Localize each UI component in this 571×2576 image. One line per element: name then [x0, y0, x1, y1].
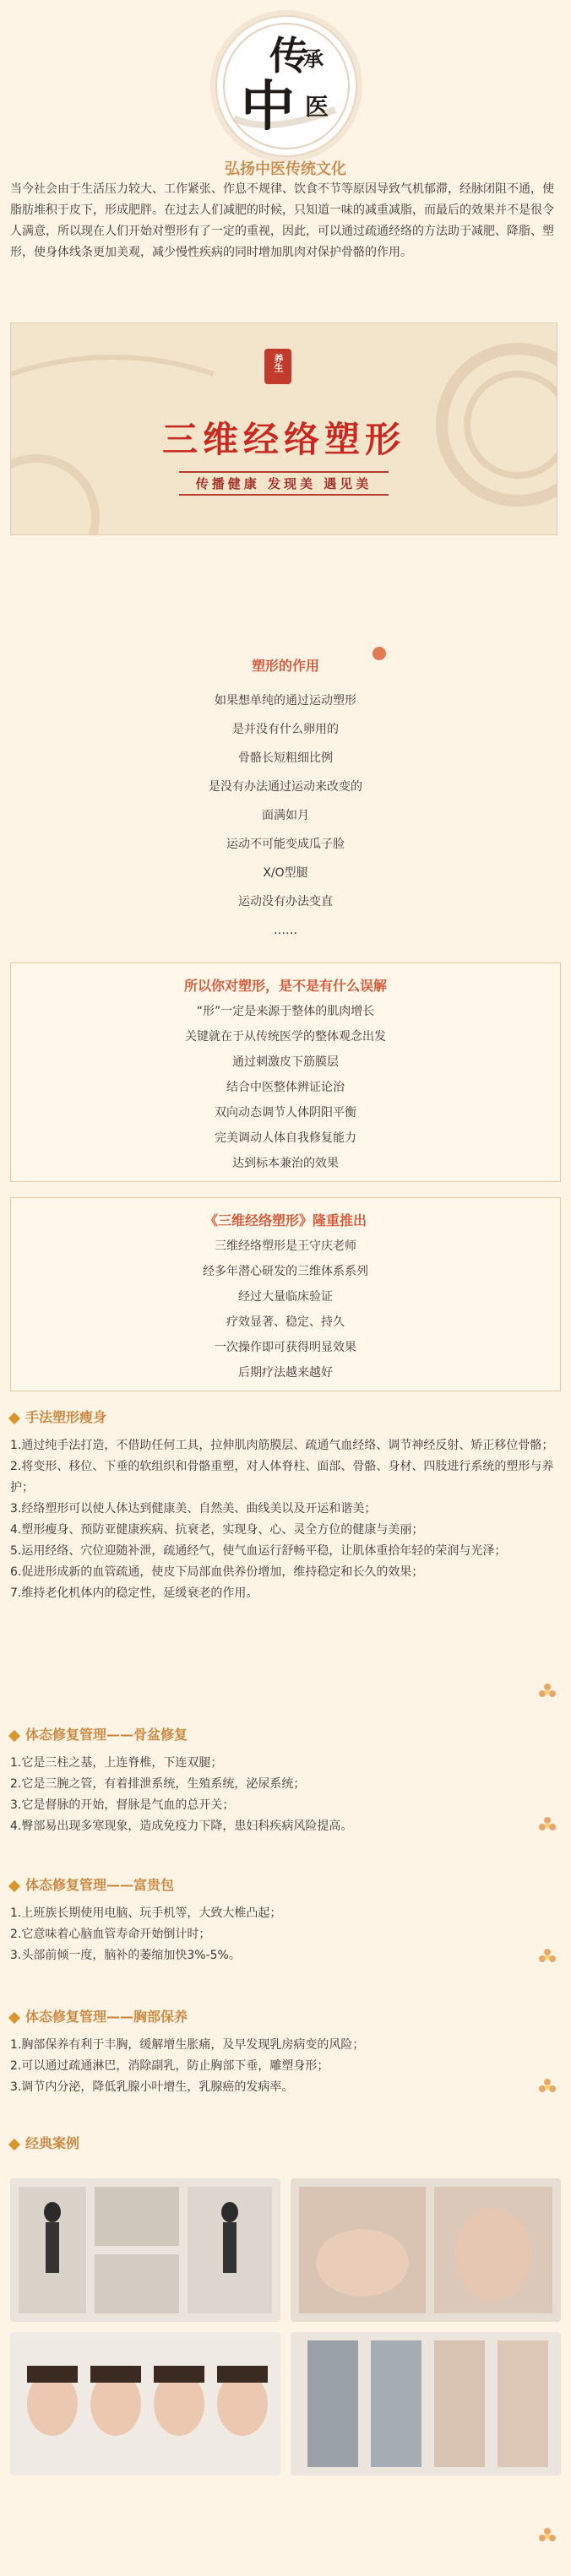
brand-slogan: 弘扬中医传统文化: [225, 160, 346, 178]
misunderstanding-title: 所以你对塑形，是不是有什么误解: [183, 978, 387, 994]
launch-line: 经过大量临床验证: [238, 1290, 333, 1304]
manual-item: 2.将变形、移位、下垂的软组织和骨骼重塑，对人体脊柱、面部、骨骼、身材、四肢进行系统的塑形与养护；: [10, 1460, 554, 1494]
banner-seal-icon: [264, 349, 291, 384]
bone-item: 1.它是三柱之基，上连脊椎，下连双腿；: [10, 1756, 223, 1770]
neck-heading: [10, 1873, 561, 1898]
misunderstanding-box: [10, 963, 561, 1182]
neck-item: 2.它意味着心脑血管寿命开始倒计时；: [10, 1928, 211, 1941]
cases-title: 经典案例: [25, 2135, 80, 2151]
manual-item: 1.通过纯手法打造，不借助任何工具，拉伸肌肉筋膜层、疏通气血经络、调节神经反射、矫正移位骨骼；: [10, 1439, 554, 1452]
bone-item: 2.它是三腕之管，有着排泄系统，生殖系统，泌尿系统；: [10, 1777, 306, 1791]
case-photo-face: [10, 2332, 280, 2476]
effect-line: X/O型腿: [263, 866, 308, 880]
chest-item: 2.可以通过疏通淋巴，消除副乳，防止胸部下垂，雕塑身形；: [10, 2059, 329, 2073]
misunderstanding-line: 双向动态调节人体阴阳平衡: [215, 1106, 356, 1120]
misunderstanding-line: “形”一定是来源于整体的肌肉增长: [196, 1005, 375, 1018]
diamond-icon: [8, 1729, 20, 1741]
misunderstanding-line: 通过刺激皮下筋膜层: [232, 1055, 339, 1069]
banner-seal-text: 养生: [273, 354, 284, 372]
neck-section: [10, 1873, 561, 1966]
bone-section: [10, 1722, 561, 1837]
chest-item: 1.胸部保养有利于丰胸，缓解增生胀痛，及早发现乳房病变的风险；: [10, 2038, 365, 2052]
effect-line: 运动不可能变成瓜子脸: [226, 838, 345, 851]
misunderstanding-line: 关键就在于从传统医学的整体观念出发: [185, 1030, 386, 1044]
misunderstanding-line: 完美调动人体自我修复能力: [215, 1131, 356, 1145]
effect-title: 塑形的作用: [251, 658, 319, 674]
manual-heading: [10, 1405, 561, 1430]
flower-icon: [536, 1680, 559, 1704]
manual-title: 手法塑形瘦身: [25, 1409, 107, 1425]
manual-section: [10, 1405, 561, 1604]
chest-item: 3.调节内分泌，降低乳腺小叶增生，乳腺癌的发病率。: [10, 2080, 294, 2094]
effect-line: ……: [274, 924, 297, 937]
effect-line: 面满如月: [262, 809, 309, 822]
launch-line: 一次操作即可获得明显效果: [215, 1341, 356, 1354]
hero-banner: [10, 323, 557, 535]
chest-title: 体态修复管理——胸部保养: [25, 2009, 188, 2025]
diamond-icon: [8, 2138, 20, 2150]
launch-title: 《三维经络塑形》隆重推出: [204, 1212, 367, 1228]
cases-section: [10, 2131, 561, 2156]
bone-heading: [10, 1722, 561, 1748]
flower-icon: [536, 2524, 559, 2548]
intro-paragraph: 当今社会由于生活压力较大、工作紧张、作息不规律、饮食不节等原因导致气机郁滞，经脉闭阻不通，使脂肪堆积于皮下，形成肥胖。在过去人们减肥的时候，只知道一味的减重减脂，而最后的效果并不是很令人满意，所以现在人们开始对塑形有了一定的重视，因此，可以通过疏通经络的方法助于减肥、降脂、塑形，使身体线条更加美观，减少慢性疾病的同时增加肌肉对保护骨骼的作用。: [10, 182, 554, 259]
case-photo-posture: [10, 2178, 280, 2322]
posture-photos-graphic: [10, 2178, 280, 2322]
launch-line: 后期疗法越来越好: [238, 1366, 333, 1380]
logo-char-chuan: 传: [269, 33, 308, 79]
bone-title: 体态修复管理——骨盆修复: [25, 1727, 188, 1743]
launch-box: [10, 1197, 561, 1391]
bone-item: 3.它是督脉的开始，督脉是气血的总开关；: [10, 1798, 235, 1812]
banner-subtitle: 传播健康 发现美 遇见美: [179, 471, 389, 496]
case-photo-back: [291, 2178, 561, 2322]
bone-item: 4.臀部易出现多寒现象，造成免疫力下降，患妇科疾病风险提高。: [10, 1819, 353, 1833]
banner-subtitle-wrap: [11, 471, 557, 496]
manual-item: 3.经络塑形可以使人体达到健康美、自然美、曲线美以及开运和谐美；: [10, 1502, 377, 1516]
logo-graphic: [217, 17, 356, 155]
effect-line: 是没有办法通过运动来改变的: [209, 780, 362, 794]
neck-item: 1.上班族长期使用电脑、玩手机等，大致大椎凸起；: [10, 1906, 282, 1920]
neck-title: 体态修复管理——富贵包: [25, 1877, 175, 1893]
launch-line: 三维经络塑形是王守庆老师: [215, 1239, 356, 1253]
manual-item: 5.运用经络、穴位迎随补泄，疏通经气，使气血运行舒畅平稳，让肌体重拾年轻的荣润与光泽；: [10, 1544, 507, 1558]
misunderstanding-line: 结合中医整体辨证论治: [226, 1081, 345, 1094]
effect-line: 骨骼长短粗细比例: [238, 751, 333, 765]
legs-photos-graphic: [291, 2332, 561, 2476]
logo-char-cheng: 承: [303, 46, 324, 71]
face-photos-graphic: [10, 2332, 280, 2476]
manual-item: 4.塑形瘦身、预防亚健康疾病、抗衰老，实现身、心、灵全方位的健康与美丽；: [10, 1523, 424, 1537]
diamond-icon: [8, 1879, 20, 1891]
manual-item: 7.维持老化机体内的稳定性，延缓衰老的作用。: [10, 1586, 258, 1600]
banner-title: 三维经络塑形: [161, 419, 405, 460]
effect-line: 如果想单纯的通过运动塑形: [215, 694, 356, 708]
cases-heading: [10, 2131, 561, 2156]
brand-logo: [215, 15, 357, 157]
effect-line: 是并没有什么卵用的: [232, 723, 339, 736]
logo-char-zhong: 中: [241, 75, 295, 138]
logo-char-yi: 医: [305, 93, 329, 121]
case-photo-legs: [291, 2332, 561, 2476]
diamond-icon: [8, 2011, 20, 2023]
diamond-icon: [8, 1412, 20, 1424]
flower-icon: [536, 1814, 559, 1837]
launch-line: 经多年潜心研发的三维体系系列: [203, 1265, 368, 1278]
effect-section: [0, 655, 571, 945]
manual-item: 6.促进形成新的血管疏通，使皮下局部血供养份增加，维持稳定和长久的效果；: [10, 1565, 424, 1579]
flower-icon: [536, 2075, 559, 2099]
chest-section: [10, 2004, 561, 2098]
misunderstanding-line: 达到标本兼治的效果: [232, 1157, 339, 1170]
back-photos-graphic: [291, 2178, 561, 2322]
chest-heading: [10, 2004, 561, 2030]
effect-line: 运动没有办法变直: [238, 895, 333, 908]
neck-item: 3.头部前倾一度，脑补的萎缩加快3%-5%。: [10, 1949, 241, 1962]
launch-line: 疗效显著、稳定、持久: [226, 1315, 345, 1329]
flower-icon: [536, 1945, 559, 1969]
